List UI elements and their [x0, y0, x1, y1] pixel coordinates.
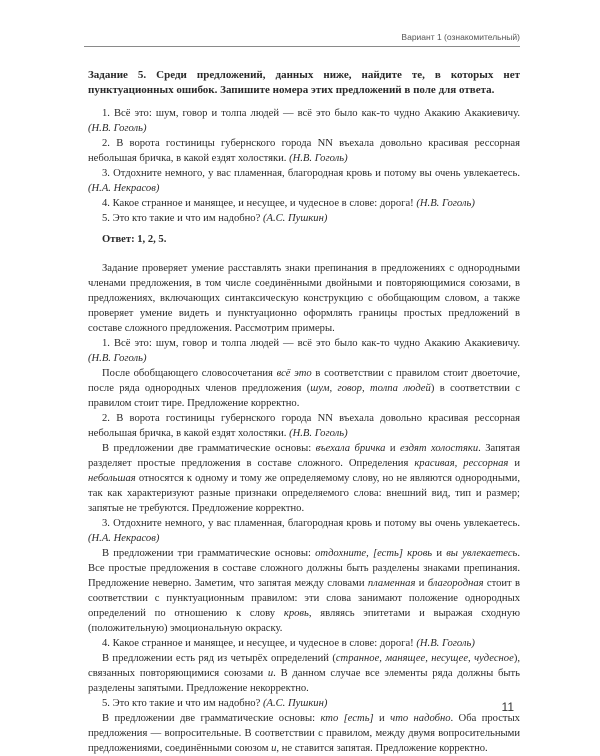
comment-italic: что надобно — [390, 713, 451, 724]
sentence-text: 1. Всё это: шум, говор и толпа людей — всё это было как-то чудно Акакию Акакиевичу. — [102, 108, 520, 119]
comment-text: в соответствии с правилом стоит двоеточие, после ряда однородных членов предложения ( — [88, 368, 520, 394]
comment-5 — [88, 711, 520, 756]
comment-text: и — [432, 548, 447, 559]
comment-text: , являясь эпитетами и выражая сходную (положительную) эмоциональную окраску. — [88, 608, 520, 634]
sentence-author: (Н.В. Гоголь) — [416, 198, 475, 209]
sentence-text: 3. Отдохните немного, у вас пламенная, благородная кровь и потому вы очень увлекаетесь. — [102, 168, 520, 179]
comment-text: и — [415, 578, 428, 589]
comment-italic: кровь — [283, 608, 309, 619]
page-number: 11 — [501, 700, 514, 714]
comment-text: относятся к одному и тому же определяемому слову, но не являются однородными, так как характеризуют разные признаки определяемого слова: внешний вид, тип и размер; запятые не требуются. Предложение корректно. — [88, 473, 520, 514]
comment-text: и — [385, 443, 401, 454]
example-sentence-5 — [88, 696, 520, 711]
explanation-intro: Задание проверяет умение расставлять знаки препинания в предложениях с однородными членами предложения, в том числе соединёнными двойными и повторяющимися союзами, в предложениях, включающих синтаксическую конструкцию с обобщающим словом, а также проверяет умение видеть и пунктуационно оформлять границы простых предложений в составе сложного предложения. Рассмотрим примеры. — [88, 263, 520, 334]
comment-italic: и — [271, 743, 277, 754]
sentence-text: 5. Это кто такие и что им надобно? — [102, 213, 261, 224]
sentence-author: (Н.В. Гоголь) — [416, 638, 475, 649]
task-sentence-3 — [88, 166, 520, 196]
comment-1 — [88, 366, 520, 411]
task-title: Задание 5. Среди предложений, данных ниже, найдите те, в которых нет пунктуационных ошибок. Запишите номера этих предложений в поле для ответа. — [88, 69, 520, 96]
comment-italic: небольшая — [88, 473, 136, 484]
variant-label: Вариант 1 (ознакомительный) — [401, 32, 520, 42]
comment-italic: ездят холостяки — [400, 443, 479, 454]
sentence-author: (Н.В. Гоголь) — [289, 153, 348, 164]
comment-italic: въехала бричка — [315, 443, 386, 454]
answer-line: Ответ: 1, 2, 5. — [102, 234, 167, 245]
task-sentence-1 — [88, 106, 520, 136]
sentence-author: (Н.В. Гоголь) — [88, 353, 147, 364]
comment-text: и — [508, 458, 520, 469]
sentence-author: (А.С. Пушкин) — [262, 213, 328, 224]
page-content — [88, 68, 520, 756]
sentence-text: 3. Отдохните немного, у вас пламенная, благородная кровь и потому вы очень увлекаетесь. — [102, 518, 520, 529]
example-sentence-3 — [88, 516, 520, 546]
comment-italic: красивая, рессорная — [414, 458, 509, 469]
sentence-author: (Н.В. Гоголь) — [289, 428, 348, 439]
sentence-text: 5. Это кто такие и что им надобно? — [102, 698, 261, 709]
sentence-author: (Н.А. Некрасов) — [88, 533, 160, 544]
comment-italic: пламенная — [367, 578, 416, 589]
comment-text: В предложении две грамматические основы: — [102, 443, 316, 454]
sentence-text: 2. В ворота гостиницы губернского города NN въехала довольно красивая рессорная небольшая бричка, в какой ездят холостяки. — [88, 138, 520, 164]
page-header — [84, 32, 520, 47]
comment-italic: шум, говор, толпа людей — [310, 383, 431, 394]
comment-text: В предложении есть ряд из четырёх определений ( — [102, 653, 336, 664]
comment-text: В предложении три грамматические основы: — [102, 548, 316, 559]
comment-text: , не ставится запятая. Предложение корректно. — [276, 743, 488, 754]
comment-italic: странное, манящее, несущее, чудесное — [335, 653, 514, 664]
sentence-author: (Н.А. Некрасов) — [88, 183, 160, 194]
task-sentence-5 — [88, 211, 520, 226]
comment-text: . Оба простых предложения — вопросительные. В соответствии с правилом, между двумя вопросительными предложениями, соединёнными союзом — [88, 713, 520, 754]
sentence-text: 4. Какое странное и манящее, и несущее, и чудесное в слове: дорога! — [102, 638, 414, 649]
comment-3 — [88, 546, 520, 636]
sentence-author: (А.С. Пушкин) — [262, 698, 328, 709]
comment-italic: отдохните, [есть] кровь — [315, 548, 433, 559]
sentence-text: 4. Какое странное и манящее, и несущее, и чудесное в слове: дорога! — [102, 198, 414, 209]
comment-2 — [88, 441, 520, 516]
comment-text: ) в соответствии с правилом стоит тире. Предложение корректно. — [88, 383, 520, 409]
comment-text: стоит в соответствии с пунктуационным правилом: эти слова занимают положение однородных определений по отношению к слову — [88, 578, 521, 619]
sentence-author: (Н.В. Гоголь) — [88, 123, 147, 134]
comment-text: . В данном случае все элементы ряда должны быть разделены запятыми. Предложение некорректно. — [88, 668, 520, 694]
example-sentence-4 — [88, 636, 520, 651]
comment-text: и — [373, 713, 391, 724]
comment-italic: вы увлекаетесь — [446, 548, 518, 559]
comment-text: . Запятая разделяет простые предложения в составе сложного. Определения — [88, 443, 520, 469]
comment-italic: кто [есть] — [320, 713, 374, 724]
example-sentence-2 — [88, 411, 520, 441]
comment-italic: и — [267, 668, 274, 679]
comment-italic: всё это — [276, 368, 312, 379]
comment-text: ), связанных повторяющимися союзами — [88, 653, 520, 679]
example-sentence-1 — [88, 336, 520, 366]
task-sentence-4 — [88, 196, 520, 211]
comment-text: . Все простые предложения в составе сложного должны быть разделены знаками препинания. Предложение неверно. Заметим, что запятая между словами — [88, 548, 521, 589]
comment-4 — [88, 651, 520, 696]
task-sentence-2 — [88, 136, 520, 166]
sentence-text: 1. Всё это: шум, говор и толпа людей — всё это было как-то чудно Акакию Акакиевичу. — [102, 338, 520, 349]
comment-text: В предложении две грамматические основы: — [102, 713, 321, 724]
sentence-text: 2. В ворота гостиницы губернского города NN въехала довольно красивая рессорная небольшая бричка, в какой ездят холостяки. — [88, 413, 520, 439]
comment-italic: благородная — [427, 578, 484, 589]
comment-text: После обобщающего словосочетания — [102, 368, 277, 379]
